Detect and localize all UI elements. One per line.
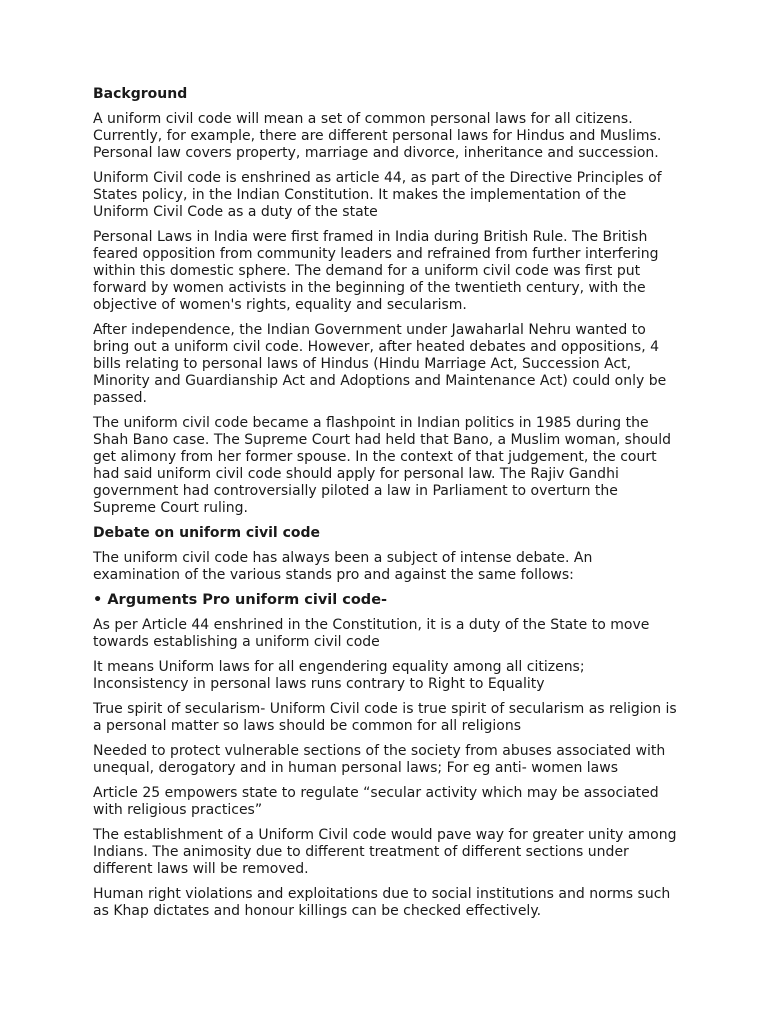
background-paragraph-1: A uniform civil code will mean a set of common personal laws for all citizens. Currently, for example, there are different personal laws for Hindus and Muslims. Personal law covers property, marriage and divorce, inheritance and succession. (93, 111, 662, 161)
debate-heading: Debate on uniform civil code (93, 525, 321, 541)
pro-point-7: Human right violations and exploitations due to social institutions and norms such as Khap dictates and honour killings can be checked effectively. (93, 886, 671, 919)
pro-point-3: True spirit of secularism- Uniform Civil code is true spirit of secularism as religion is a personal matter so laws should be common for all religions (93, 701, 677, 734)
debate-intro: The uniform civil code has always been a subject of intense debate. An examination of the various stands pro and against the same follows: (93, 550, 593, 583)
background-paragraph-5: The uniform civil code became a flashpoint in Indian politics in 1985 during the Shah Bano case. The Supreme Court had held that Bano, a Muslim woman, should get alimony from her former spouse. In the context of that judgement, the court had said uniform civil code should apply for personal law. The Rajiv Gandhi government had controversially piloted a law in Parliament to overturn the Supreme Court ruling. (93, 415, 672, 516)
background-heading: Background (93, 86, 188, 102)
background-paragraph-3: Personal Laws in India were first framed in India during British Rule. The British feared opposition from community leaders and refrained from further interfering within this domestic sphere. The demand for a uniform civil code was first put forward by women activists in the beginning of the twentieth century, with the objective of women's rights, equality and secularism. (93, 229, 659, 313)
pro-point-1: As per Article 44 enshrined in the Constitution, it is a duty of the State to move towards establishing a uniform civil code (93, 617, 650, 650)
pro-point-4: Needed to protect vulnerable sections of the society from abuses associated with unequal, derogatory and in human personal laws; For eg anti- women laws (93, 743, 666, 776)
background-paragraph-4: After independence, the Indian Government under Jawaharlal Nehru wanted to bring out a uniform civil code. However, after heated debates and oppositions, 4 bills relating to personal laws of Hindus (Hindu Marriage Act, Succession Act, Minority and Guardianship Act and Adoptions and Maintenance Act) could only be passed. (93, 322, 667, 406)
pro-point-6: The establishment of a Uniform Civil code would pave way for greater unity among Indians. The animosity due to different treatment of different sections under different laws will be removed. (93, 827, 677, 877)
document-page (93, 86, 683, 928)
pro-arguments-heading: • Arguments Pro uniform civil code- (93, 592, 388, 608)
background-paragraph-2: Uniform Civil code is enshrined as article 44, as part of the Directive Principles of States policy, in the Indian Constitution. It makes the implementation of the Uniform Civil Code as a duty of the state (93, 170, 662, 220)
pro-point-2: It means Uniform laws for all engendering equality among all citizens; Inconsistency in personal laws runs contrary to Right to Equality (93, 659, 585, 692)
pro-point-5: Article 25 empowers state to regulate “secular activity which may be associated with religious practices” (93, 785, 659, 818)
